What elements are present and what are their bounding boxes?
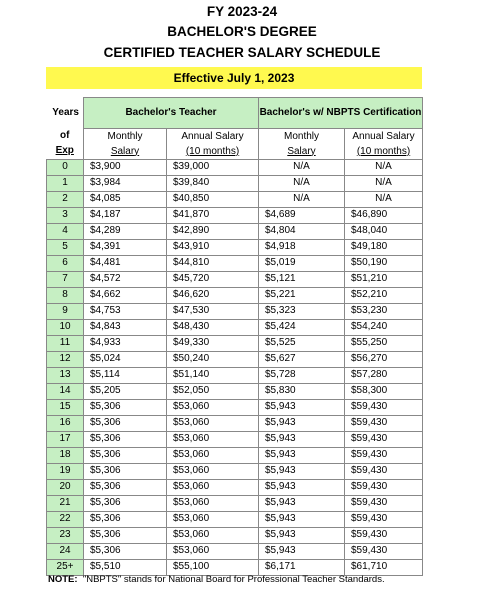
annual-salary-cell: $47,530 (167, 303, 259, 319)
nbpts-monthly-cell: $5,121 (259, 271, 345, 287)
nbpts-monthly-cell: $5,943 (259, 527, 345, 543)
nbpts-annual-cell: N/A (345, 191, 423, 207)
nbpts-annual-cell: N/A (345, 159, 423, 175)
annual-salary-cell: $39,000 (167, 159, 259, 175)
nbpts-annual-cell: $59,430 (345, 543, 423, 559)
table-row (47, 239, 423, 255)
years-cell: 11 (47, 335, 84, 351)
nbpts-monthly-cell: $5,943 (259, 447, 345, 463)
table-row (47, 223, 423, 239)
monthly-salary-cell: $5,024 (84, 351, 167, 367)
nbpts-annual-cell: $54,240 (345, 319, 423, 335)
years-cell: 1 (47, 175, 84, 191)
table-row (47, 399, 423, 415)
table-row (47, 543, 423, 559)
monthly-salary-cell: $4,662 (84, 287, 167, 303)
monthly-salary-cell: $3,984 (84, 175, 167, 191)
monthly-salary-cell: $4,289 (84, 223, 167, 239)
years-cell: 18 (47, 447, 84, 463)
table-row (47, 335, 423, 351)
table-row (47, 159, 423, 175)
nbpts-monthly-cell: $5,943 (259, 415, 345, 431)
nbpts-monthly-header: Monthly (259, 129, 345, 144)
years-cell: 15 (47, 399, 84, 415)
monthly-salary-cell: $4,572 (84, 271, 167, 287)
years-cell: 25+ (47, 559, 84, 575)
monthly-salary-cell: $5,205 (84, 383, 167, 399)
annual-salary-cell: $44,810 (167, 255, 259, 271)
years-cell: 19 (47, 463, 84, 479)
note-text: "NBPTS" stands for National Board for Professional Teacher Standards. (82, 574, 385, 585)
monthly-salary-cell: $4,843 (84, 319, 167, 335)
annual-salary-cell: $51,140 (167, 367, 259, 383)
years-header: Years (52, 107, 79, 118)
nbpts-annual-cell: $49,180 (345, 239, 423, 255)
nbpts-annual-cell: $52,210 (345, 287, 423, 303)
annual-salary-cell: $53,060 (167, 463, 259, 479)
table-row (47, 431, 423, 447)
exp-header: Exp (47, 144, 84, 160)
years-cell: 6 (47, 255, 84, 271)
nbpts-monthly-cell: N/A (259, 191, 345, 207)
monthly-header: Monthly (84, 129, 167, 144)
nbpts-monthly-cell: $5,943 (259, 479, 345, 495)
monthly-salary-cell: $5,306 (84, 543, 167, 559)
table-row (47, 415, 423, 431)
nbpts-monthly-cell: N/A (259, 175, 345, 191)
annual-salary-cell: $45,720 (167, 271, 259, 287)
annual-header: Annual Salary (167, 129, 259, 144)
nbpts-monthly-cell: $5,943 (259, 543, 345, 559)
nbpts-annual-cell: $59,430 (345, 447, 423, 463)
years-cell: 20 (47, 479, 84, 495)
nbpts-annual-cell: $59,430 (345, 463, 423, 479)
nbpts-annual-cell: $55,250 (345, 335, 423, 351)
annual-salary-cell: $53,060 (167, 399, 259, 415)
nbpts-annual-cell: $59,430 (345, 511, 423, 527)
monthly-salary-cell: $5,306 (84, 511, 167, 527)
years-cell: 0 (47, 159, 84, 175)
table-row (47, 207, 423, 223)
years-cell: 14 (47, 383, 84, 399)
monthly-salary-cell: $4,933 (84, 335, 167, 351)
nbpts-annual-cell: $59,430 (345, 431, 423, 447)
note-label: NOTE: (48, 574, 78, 585)
annual-salary-cell: $53,060 (167, 447, 259, 463)
years-cell: 13 (47, 367, 84, 383)
monthly-salary-cell: $5,306 (84, 463, 167, 479)
nbpts-annual-cell: $59,430 (345, 527, 423, 543)
table-row (47, 479, 423, 495)
annual-salary-cell: $53,060 (167, 527, 259, 543)
nbpts-monthly-cell: $4,918 (259, 239, 345, 255)
salary-table (46, 97, 423, 576)
nbpts-monthly-cell: $5,943 (259, 399, 345, 415)
annual-salary-cell: $42,890 (167, 223, 259, 239)
table-row (47, 271, 423, 287)
annual-subheader: (10 months) (167, 144, 259, 160)
years-cell: 5 (47, 239, 84, 255)
table-row (47, 559, 423, 575)
annual-salary-cell: $48,430 (167, 319, 259, 335)
nbpts-monthly-cell: $5,221 (259, 287, 345, 303)
nbpts-annual-cell: $57,280 (345, 367, 423, 383)
document-title-schedule: CERTIFIED TEACHER SALARY SCHEDULE (103, 45, 381, 60)
nbpts-annual-cell: $59,430 (345, 479, 423, 495)
years-cell: 9 (47, 303, 84, 319)
annual-salary-cell: $53,060 (167, 495, 259, 511)
footnote (48, 574, 385, 585)
effective-date-banner: Effective July 1, 2023 (46, 67, 422, 89)
nbpts-monthly-cell: $5,424 (259, 319, 345, 335)
table-row (47, 319, 423, 335)
monthly-salary-cell: $5,306 (84, 447, 167, 463)
bachelors-teacher-header: Bachelor's Teacher (84, 98, 259, 129)
annual-salary-cell: $40,850 (167, 191, 259, 207)
nbpts-monthly-cell: $5,627 (259, 351, 345, 367)
table-row (47, 367, 423, 383)
monthly-salary-cell: $4,481 (84, 255, 167, 271)
monthly-salary-cell: $4,187 (84, 207, 167, 223)
monthly-salary-cell: $4,391 (84, 239, 167, 255)
nbpts-annual-cell: $48,040 (345, 223, 423, 239)
years-cell: 4 (47, 223, 84, 239)
annual-salary-cell: $53,060 (167, 511, 259, 527)
nbpts-annual-cell: $51,210 (345, 271, 423, 287)
table-row (47, 463, 423, 479)
years-cell: 2 (47, 191, 84, 207)
monthly-subheader: Salary (84, 144, 167, 160)
nbpts-annual-cell: $56,270 (345, 351, 423, 367)
document-title-year: FY 2023-24 (206, 4, 278, 19)
years-cell: 22 (47, 511, 84, 527)
nbpts-monthly-cell: $5,943 (259, 511, 345, 527)
of-header: of (60, 130, 70, 141)
annual-salary-cell: $53,060 (167, 543, 259, 559)
nbpts-annual-cell: $58,300 (345, 383, 423, 399)
years-cell: 12 (47, 351, 84, 367)
nbpts-annual-cell: $50,190 (345, 255, 423, 271)
annual-salary-cell: $52,050 (167, 383, 259, 399)
table-row (47, 175, 423, 191)
annual-salary-cell: $53,060 (167, 431, 259, 447)
monthly-salary-cell: $5,510 (84, 559, 167, 575)
nbpts-monthly-cell: $5,525 (259, 335, 345, 351)
annual-salary-cell: $43,910 (167, 239, 259, 255)
nbpts-annual-header: Annual Salary (345, 129, 423, 144)
nbpts-monthly-cell: N/A (259, 159, 345, 175)
nbpts-annual-cell: $59,430 (345, 399, 423, 415)
nbpts-monthly-cell: $4,689 (259, 207, 345, 223)
nbpts-annual-cell: $61,710 (345, 559, 423, 575)
annual-salary-cell: $53,060 (167, 415, 259, 431)
nbpts-monthly-subheader: Salary (259, 144, 345, 160)
monthly-salary-cell: $5,306 (84, 431, 167, 447)
nbpts-monthly-cell: $5,943 (259, 431, 345, 447)
annual-salary-cell: $55,100 (167, 559, 259, 575)
nbpts-header: Bachelor's w/ NBPTS Certification (259, 98, 423, 129)
monthly-salary-cell: $5,306 (84, 399, 167, 415)
annual-salary-cell: $46,620 (167, 287, 259, 303)
table-row (47, 527, 423, 543)
nbpts-monthly-cell: $5,830 (259, 383, 345, 399)
table-row (47, 255, 423, 271)
nbpts-annual-cell: $53,230 (345, 303, 423, 319)
nbpts-monthly-cell: $5,728 (259, 367, 345, 383)
table-row (47, 351, 423, 367)
monthly-salary-cell: $3,900 (84, 159, 167, 175)
table-row (47, 191, 423, 207)
table-row (47, 447, 423, 463)
monthly-salary-cell: $4,085 (84, 191, 167, 207)
nbpts-monthly-cell: $5,943 (259, 463, 345, 479)
years-cell: 24 (47, 543, 84, 559)
annual-salary-cell: $49,330 (167, 335, 259, 351)
annual-salary-cell: $41,870 (167, 207, 259, 223)
years-cell: 16 (47, 415, 84, 431)
years-cell: 21 (47, 495, 84, 511)
table-row (47, 303, 423, 319)
years-cell: 10 (47, 319, 84, 335)
nbpts-annual-cell: N/A (345, 175, 423, 191)
monthly-salary-cell: $5,306 (84, 415, 167, 431)
years-cell: 8 (47, 287, 84, 303)
monthly-salary-cell: $5,306 (84, 527, 167, 543)
years-cell: 23 (47, 527, 84, 543)
table-row (47, 287, 423, 303)
years-cell: 7 (47, 271, 84, 287)
monthly-salary-cell: $4,753 (84, 303, 167, 319)
nbpts-monthly-cell: $4,804 (259, 223, 345, 239)
nbpts-monthly-cell: $5,019 (259, 255, 345, 271)
table-row (47, 495, 423, 511)
table-row (47, 383, 423, 399)
nbpts-annual-cell: $46,890 (345, 207, 423, 223)
nbpts-monthly-cell: $5,323 (259, 303, 345, 319)
annual-salary-cell: $39,840 (167, 175, 259, 191)
monthly-salary-cell: $5,306 (84, 495, 167, 511)
nbpts-monthly-cell: $5,943 (259, 495, 345, 511)
monthly-salary-cell: $5,114 (84, 367, 167, 383)
nbpts-annual-cell: $59,430 (345, 415, 423, 431)
years-cell: 3 (47, 207, 84, 223)
monthly-salary-cell: $5,306 (84, 479, 167, 495)
nbpts-annual-subheader: (10 months) (345, 144, 423, 160)
document-title-degree: BACHELOR'S DEGREE (167, 24, 317, 39)
nbpts-annual-cell: $59,430 (345, 495, 423, 511)
annual-salary-cell: $50,240 (167, 351, 259, 367)
table-row (47, 511, 423, 527)
years-cell: 17 (47, 431, 84, 447)
annual-salary-cell: $53,060 (167, 479, 259, 495)
nbpts-monthly-cell: $6,171 (259, 559, 345, 575)
